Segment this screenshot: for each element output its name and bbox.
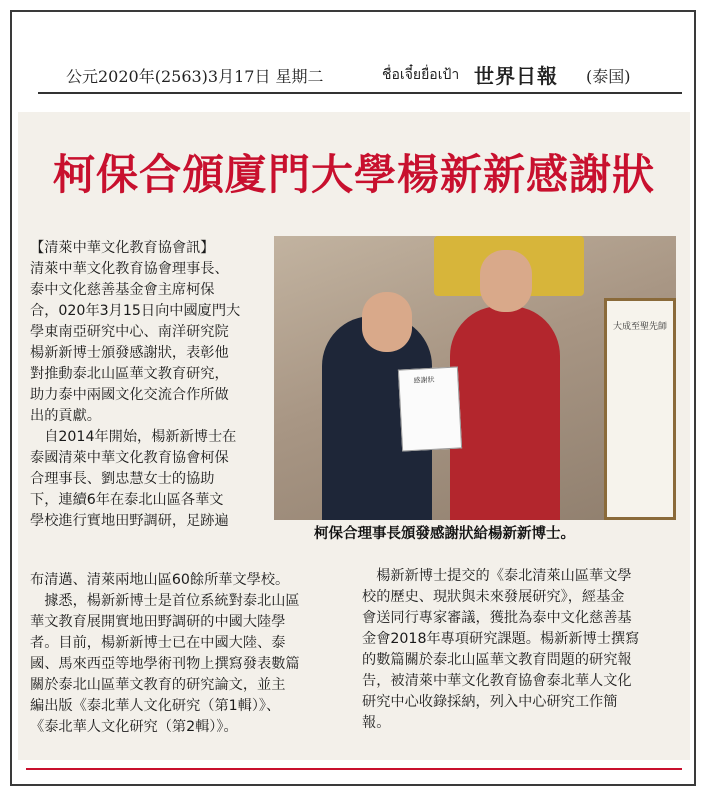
person-right-head bbox=[480, 250, 532, 312]
article-left-column bbox=[30, 238, 272, 532]
masthead-rule bbox=[38, 92, 682, 94]
article-line: 【清萊中華文化教育協會訊】 bbox=[30, 240, 215, 256]
article-line: 泰國清萊中華文化教育協會柯保 bbox=[30, 450, 229, 466]
article-line: 對推動泰北山區華文教育研究， bbox=[30, 366, 229, 382]
article-line: 出的貢獻。 bbox=[30, 408, 101, 424]
article-line: 報。 bbox=[362, 715, 391, 731]
news-photo bbox=[274, 236, 676, 520]
article-bottom-left-column bbox=[30, 570, 342, 738]
article-line: 楊新新博士提交的《泰北清萊山區華文學 bbox=[362, 568, 632, 584]
article-line: 編出版《泰北華人文化研究（第1輯）》、 bbox=[30, 698, 281, 714]
article-line: 關於泰北山區華文教育的研究論文，並主 bbox=[30, 677, 286, 693]
article-line: 合，020年3月15日向中國廈門大 bbox=[30, 303, 241, 319]
article-line: 合理事長、劉忠慧女士的協助 bbox=[30, 471, 215, 487]
article-line: 助力泰中兩國文化交流合作所做 bbox=[30, 387, 229, 403]
article-line: 學東南亞研究中心、南洋研究院 bbox=[30, 324, 229, 340]
article-line: 自2014年開始，楊新新博士在 bbox=[30, 429, 237, 445]
confucius-scroll bbox=[604, 298, 676, 520]
article-line: 會送同行專家審議，獲批為泰中文化慈善基 bbox=[362, 610, 632, 626]
article-line: 學校進行實地田野調研，足跡遍 bbox=[30, 513, 229, 529]
article-line: 下，連續6年在泰北山區各華文 bbox=[30, 492, 224, 508]
article-line: 清萊中華文化教育協會理事長、 bbox=[30, 261, 229, 277]
person-right bbox=[450, 306, 560, 520]
article-line: 的數篇關於泰北山區華文教育問題的研究報 bbox=[362, 652, 632, 668]
headline: 柯保合頒廈門大學楊新新感謝狀 bbox=[52, 150, 655, 199]
masthead bbox=[38, 58, 678, 90]
paper-region: (泰国) bbox=[586, 67, 631, 86]
article-line: 據悉，楊新新博士是首位系統對泰北山區 bbox=[30, 593, 300, 609]
bottom-rule bbox=[26, 768, 682, 770]
scroll-text: 大成至聖先師 bbox=[613, 322, 668, 332]
paper-brand: 世界日報 bbox=[474, 64, 558, 88]
article-line: 告，被清萊中華文化教育協會泰北華人文化 bbox=[362, 673, 632, 689]
person-left-head bbox=[362, 292, 412, 352]
article-line: 楊新新博士頒發感謝狀，表彰他 bbox=[30, 345, 229, 361]
article-line: 研究中心收錄採納，列入中心研究工作簡 bbox=[362, 694, 618, 710]
article-line: 泰中文化慈善基金會主席柯保 bbox=[30, 282, 215, 298]
article-line: 《泰北華人文化研究（第2輯）》。 bbox=[30, 719, 238, 735]
article-line: 華文教育展開實地田野調研的中國大陸學 bbox=[30, 614, 286, 630]
thai-paper-name: ชื่อเจี๋ยยื่อเป้า bbox=[382, 67, 460, 83]
article-line: 國、馬來西亞等地學術刊物上撰寫發表數篇 bbox=[30, 656, 300, 672]
article-line: 金會2018年專項研究課題。楊新新博士撰寫 bbox=[362, 631, 640, 647]
photo-caption: 柯保合理事長頒發感謝狀給楊新新博士。 bbox=[314, 526, 575, 542]
article-line: 者。目前，楊新新博士已在中國大陸、泰 bbox=[30, 635, 286, 651]
issue-date: 公元2020年(2563)3月17日 星期二 bbox=[66, 67, 324, 86]
article-line: 校的歷史、現狀與未來發展研究》，經基金 bbox=[362, 589, 625, 605]
certificate-title: 感謝狀 bbox=[413, 375, 435, 385]
article-bottom-right-column bbox=[362, 566, 680, 734]
article-line: 布清邁、清萊兩地山區60餘所華文學校。 bbox=[30, 572, 290, 588]
certificate bbox=[398, 366, 462, 451]
